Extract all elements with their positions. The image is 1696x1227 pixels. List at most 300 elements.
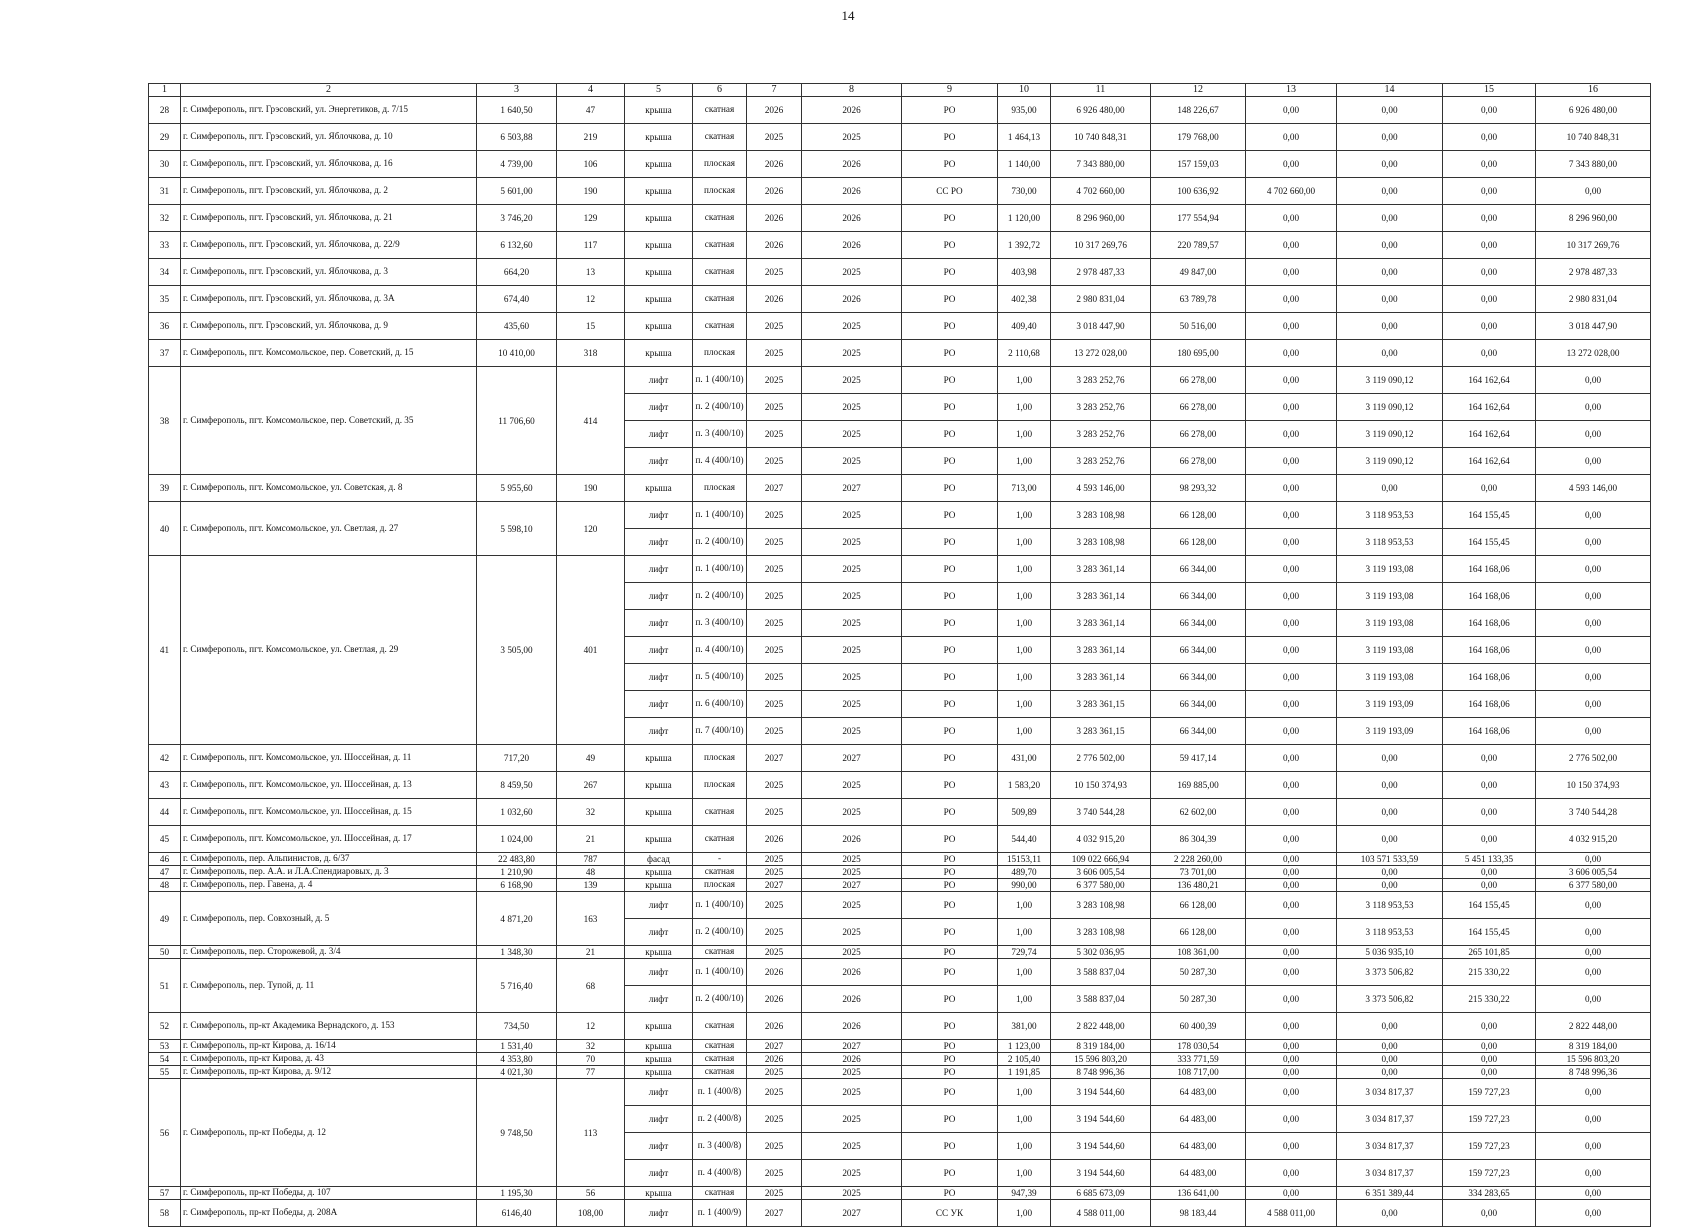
table-cell: РО [902,232,998,259]
table-cell: 0,00 [1536,556,1651,583]
table-cell: 0,00 [1246,826,1337,853]
table-cell: 70 [557,1053,625,1066]
table-cell: 106 [557,151,625,178]
table-cell: 164 168,06 [1443,637,1536,664]
table-cell: 5 716,40 [477,959,557,1013]
table-cell: 6 503,88 [477,124,557,151]
table-cell: 0,00 [1337,340,1443,367]
table-cell: 56 [149,1079,181,1187]
table-cell: - [693,853,747,866]
table-cell: 0,00 [1246,1013,1337,1040]
table-cell: 2025 [747,799,802,826]
table-cell: 2025 [802,772,902,799]
table-cell: РО [902,1040,998,1053]
table-cell: крыша [625,232,693,259]
table-cell: крыша [625,1013,693,1040]
table-cell: 0,00 [1337,799,1443,826]
table-cell: 48 [557,866,625,879]
table-cell: г. Симферополь, пер. Тупой, д. 11 [181,959,477,1013]
table-cell: 86 304,39 [1151,826,1246,853]
table-cell: РО [902,959,998,986]
table-cell: 0,00 [1246,529,1337,556]
table-cell: 3 119 090,12 [1337,394,1443,421]
table-cell: г. Симферополь, пгт. Грэсовский, ул. Яблочкова, д. 3 [181,259,477,286]
table-cell: 21 [557,826,625,853]
table-cell: 40 [149,502,181,556]
table-cell: 50 [149,946,181,959]
table-cell: крыша [625,475,693,502]
table-cell: 0,00 [1536,919,1651,946]
table-cell: 2 105,40 [998,1053,1051,1066]
table-cell: г. Симферополь, пр-кт Победы, д. 107 [181,1187,477,1200]
table-cell: 66 344,00 [1151,664,1246,691]
table-cell: 34 [149,259,181,286]
table-cell: 2025 [747,367,802,394]
column-number-header: 13 [1246,84,1337,97]
table-cell: 7 343 880,00 [1536,151,1651,178]
table-cell: 0,00 [1443,879,1536,892]
table-cell: 435,60 [477,313,557,340]
table-row [149,799,1651,826]
table-cell: 544,40 [998,826,1051,853]
table-cell: 717,20 [477,745,557,772]
table-cell: г. Симферополь, пер. А.А. и Л.А.Спендиаровых, д. 3 [181,866,477,879]
table-cell: 3 118 953,53 [1337,919,1443,946]
table-cell: 0,00 [1246,421,1337,448]
table-cell: крыша [625,286,693,313]
table-cell: 713,00 [998,475,1051,502]
table-cell: 3 283 252,76 [1051,448,1151,475]
table-cell: скатная [693,826,747,853]
table-cell: плоская [693,475,747,502]
table-cell: лифт [625,1106,693,1133]
table-cell: скатная [693,232,747,259]
table-cell: 333 771,59 [1151,1053,1246,1066]
table-cell: 3 283 108,98 [1051,919,1151,946]
table-cell: 47 [149,866,181,879]
table-cell: 489,70 [998,866,1051,879]
table-cell: РО [902,1106,998,1133]
table-cell: 5 451 133,35 [1443,853,1536,866]
table-cell: 10 740 848,31 [1051,124,1151,151]
table-cell: 3 283 361,14 [1051,664,1151,691]
table-cell: 6 926 480,00 [1536,97,1651,124]
table-cell: 0,00 [1337,1200,1443,1227]
table-cell: 6146,40 [477,1200,557,1227]
table-cell: РО [902,1187,998,1200]
column-number-header: 2 [181,84,477,97]
table-cell: 32 [149,205,181,232]
table-cell: 1,00 [998,637,1051,664]
table-cell: 3 283 252,76 [1051,367,1151,394]
table-cell: РО [902,664,998,691]
table-cell: 1,00 [998,448,1051,475]
table-cell: 3 119 090,12 [1337,448,1443,475]
table-cell: 38 [149,367,181,475]
table-cell: 6 377 580,00 [1051,879,1151,892]
table-cell: г. Симферополь, пр-кт Кирова, д. 43 [181,1053,477,1066]
table-cell: 169 885,00 [1151,772,1246,799]
table-cell: 1,00 [998,959,1051,986]
table-cell: плоская [693,879,747,892]
table-cell: 220 789,57 [1151,232,1246,259]
table-row [149,1187,1651,1200]
table-cell: 2025 [747,583,802,610]
table-cell: 0,00 [1536,178,1651,205]
table-cell: 136 480,21 [1151,879,1246,892]
table-cell: 729,74 [998,946,1051,959]
table-cell: 10 740 848,31 [1536,124,1651,151]
table-cell: 3 283 361,14 [1051,556,1151,583]
table-cell: РО [902,475,998,502]
table-cell: 43 [149,772,181,799]
table-cell: крыша [625,799,693,826]
table-cell: 6 168,90 [477,879,557,892]
table-cell: 164 168,06 [1443,718,1536,745]
table-cell: 2 980 831,04 [1051,286,1151,313]
table-cell: 2025 [802,259,902,286]
table-cell: скатная [693,286,747,313]
table-cell: РО [902,745,998,772]
table-cell: 2025 [802,502,902,529]
table-cell: 68 [557,959,625,1013]
table-row [149,502,1651,529]
table-cell: г. Симферополь, пер. Гавена, д. 4 [181,879,477,892]
table-cell: 3 119 090,12 [1337,421,1443,448]
table-cell: РО [902,826,998,853]
table-cell: крыша [625,1066,693,1079]
table-cell: 0,00 [1246,946,1337,959]
table-cell: 39 [149,475,181,502]
table-row [149,1079,1651,1106]
table-cell: плоская [693,178,747,205]
table-row [149,151,1651,178]
table-cell: СС РО [902,178,998,205]
table-cell: 0,00 [1337,1040,1443,1053]
table-cell: 2025 [802,448,902,475]
table-cell: 1 583,20 [998,772,1051,799]
table-cell: 1,00 [998,502,1051,529]
table-cell: 2026 [802,826,902,853]
table-cell: 113 [557,1079,625,1187]
table-cell: РО [902,1079,998,1106]
table-cell: 0,00 [1337,1053,1443,1066]
table-cell: 66 278,00 [1151,367,1246,394]
table-cell: 1 640,50 [477,97,557,124]
table-cell: 1 210,90 [477,866,557,879]
table-cell: 15 596 803,20 [1051,1053,1151,1066]
table-cell: 1 464,13 [998,124,1051,151]
table-cell: 2026 [747,1053,802,1066]
table-cell: крыша [625,826,693,853]
table-cell: 136 641,00 [1151,1187,1246,1200]
table-cell: скатная [693,866,747,879]
table-cell: 2025 [802,610,902,637]
table-cell: 509,89 [998,799,1051,826]
table-cell: 66 344,00 [1151,718,1246,745]
table-cell: скатная [693,313,747,340]
table-cell: 1 195,30 [477,1187,557,1200]
table-cell: 431,00 [998,745,1051,772]
table-cell: 0,00 [1246,124,1337,151]
table-cell: лифт [625,1079,693,1106]
table-cell: лифт [625,421,693,448]
column-number-header: 5 [625,84,693,97]
table-cell: лифт [625,892,693,919]
table-cell: п. 1 (400/10) [693,556,747,583]
table-cell: 0,00 [1443,124,1536,151]
table-cell: 157 159,03 [1151,151,1246,178]
table-cell: г. Симферополь, пр-кт Кирова, д. 16/14 [181,1040,477,1053]
table-cell: г. Симферополь, пгт. Комсомольское, ул. Шоссейная, д. 11 [181,745,477,772]
table-cell: 2025 [747,853,802,866]
table-cell: 4 032 915,20 [1536,826,1651,853]
table-cell: скатная [693,1013,747,1040]
table-cell: 2027 [802,745,902,772]
table-cell: 6 132,60 [477,232,557,259]
table-cell: лифт [625,448,693,475]
table-cell: 0,00 [1246,286,1337,313]
table-cell: г. Симферополь, пр-кт Академика Вернадского, д. 153 [181,1013,477,1040]
table-row [149,340,1651,367]
table-cell: п. 2 (400/10) [693,529,747,556]
table-cell: 1,00 [998,986,1051,1013]
table-row [149,1053,1651,1066]
column-number-header: 3 [477,84,557,97]
table-cell: 0,00 [1337,286,1443,313]
table-cell: 1,00 [998,919,1051,946]
table-cell: 1 032,60 [477,799,557,826]
table-cell: 2025 [802,946,902,959]
table-cell: 164 155,45 [1443,892,1536,919]
table-cell: 3 018 447,90 [1051,313,1151,340]
table-cell: лифт [625,367,693,394]
table-cell: 178 030,54 [1151,1040,1246,1053]
table-cell: 164 168,06 [1443,610,1536,637]
table-cell: 0,00 [1337,259,1443,286]
table-cell: 2027 [747,1200,802,1227]
table-cell: 0,00 [1246,313,1337,340]
table-cell: 401 [557,556,625,745]
table-row [149,745,1651,772]
table-cell: РО [902,313,998,340]
table-cell: 0,00 [1536,1133,1651,1160]
table-cell: 0,00 [1246,1053,1337,1066]
table-cell: 219 [557,124,625,151]
table-cell: 108,00 [557,1200,625,1227]
table-cell: 2025 [802,1160,902,1187]
table-cell: 66 344,00 [1151,637,1246,664]
table-cell: РО [902,799,998,826]
column-number-header: 14 [1337,84,1443,97]
table-cell: 0,00 [1246,1133,1337,1160]
table-cell: 2026 [747,178,802,205]
table-cell: 0,00 [1536,610,1651,637]
table-cell: 0,00 [1337,475,1443,502]
table-cell: РО [902,637,998,664]
table-cell: 2026 [747,232,802,259]
table-cell: 4 588 011,00 [1246,1200,1337,1227]
table-cell: 0,00 [1536,394,1651,421]
table-cell: 4 702 660,00 [1051,178,1151,205]
table-cell: лифт [625,610,693,637]
table-cell: 0,00 [1246,1079,1337,1106]
table-cell: 0,00 [1246,986,1337,1013]
table-cell: 2025 [802,799,902,826]
table-cell: 0,00 [1443,826,1536,853]
table-cell: скатная [693,1053,747,1066]
table-cell: РО [902,946,998,959]
table-cell: 2026 [802,178,902,205]
table-cell: 0,00 [1536,853,1651,866]
table-cell: 2027 [802,1200,902,1227]
table-cell: 2025 [802,853,902,866]
table-cell: 49 [149,892,181,946]
table-cell: п. 1 (400/10) [693,367,747,394]
table-cell: РО [902,205,998,232]
table-cell: РО [902,259,998,286]
table-cell: РО [902,1053,998,1066]
table-cell: 3 283 361,14 [1051,610,1151,637]
column-number-header: 15 [1443,84,1536,97]
table-cell: РО [902,1133,998,1160]
table-cell: 190 [557,178,625,205]
table-cell: г. Симферополь, пгт. Грэсовский, ул. Яблочкова, д. 2 [181,178,477,205]
table-cell: 2025 [802,421,902,448]
table-cell: 1,00 [998,1079,1051,1106]
table-cell: 2025 [747,124,802,151]
table-cell: 54 [149,1053,181,1066]
table-cell: 0,00 [1246,367,1337,394]
table-cell: 103 571 533,59 [1337,853,1443,866]
table-cell: скатная [693,259,747,286]
table-cell: 5 302 036,95 [1051,946,1151,959]
table-cell: 1 024,00 [477,826,557,853]
table-cell: лифт [625,502,693,529]
table-cell: п. 2 (400/10) [693,394,747,421]
table-cell: 129 [557,205,625,232]
table-cell: 0,00 [1536,1200,1651,1227]
table-cell: крыша [625,879,693,892]
table-cell: 0,00 [1337,151,1443,178]
table-cell: 0,00 [1443,1200,1536,1227]
table-cell: 64 483,00 [1151,1106,1246,1133]
table-cell: лифт [625,583,693,610]
table-cell: 3 588 837,04 [1051,986,1151,1013]
table-cell: 32 [557,1040,625,1053]
table-cell: 3 118 953,53 [1337,502,1443,529]
table-cell: скатная [693,1040,747,1053]
table-cell: 2026 [747,986,802,1013]
table-cell: г. Симферополь, пер. Альпинистов, д. 6/37 [181,853,477,866]
table-cell: 139 [557,879,625,892]
table-cell: 109 022 666,94 [1051,853,1151,866]
table-cell: г. Симферополь, пгт. Грэсовский, ул. Энергетиков, д. 7/15 [181,97,477,124]
table-cell: 8 319 184,00 [1051,1040,1151,1053]
table-row [149,556,1651,583]
table-cell: 12 [557,286,625,313]
table-cell: 1,00 [998,1133,1051,1160]
table-cell: 66 128,00 [1151,529,1246,556]
table-cell: 7 343 880,00 [1051,151,1151,178]
table-cell: г. Симферополь, пгт. Грэсовский, ул. Яблочкова, д. 3А [181,286,477,313]
table-cell: 1 392,72 [998,232,1051,259]
table-cell: 8 459,50 [477,772,557,799]
table-cell: 66 128,00 [1151,892,1246,919]
table-cell: 0,00 [1337,1066,1443,1079]
table-cell: 66 344,00 [1151,583,1246,610]
table-cell: плоская [693,340,747,367]
table-cell: 0,00 [1536,529,1651,556]
table-cell: 0,00 [1443,259,1536,286]
table-row [149,853,1651,866]
table-cell: 730,00 [998,178,1051,205]
table-cell: 164 168,06 [1443,691,1536,718]
table-cell: 2026 [802,1013,902,1040]
table-cell: 2 776 502,00 [1536,745,1651,772]
table-cell: 2025 [747,946,802,959]
table-cell: 3 034 817,37 [1337,1133,1443,1160]
table-cell: 0,00 [1337,745,1443,772]
table-cell: 2025 [747,919,802,946]
table-cell: 2025 [802,691,902,718]
table-cell: 62 602,00 [1151,799,1246,826]
table-cell: 10 317 269,76 [1051,232,1151,259]
table-cell: 28 [149,97,181,124]
table-cell: п. 6 (400/10) [693,691,747,718]
table-cell: 3 194 544,60 [1051,1106,1151,1133]
table-cell: 0,00 [1443,151,1536,178]
table-cell: 1 191,85 [998,1066,1051,1079]
table-row [149,1013,1651,1040]
table-cell: 2025 [747,394,802,421]
table-cell: п. 1 (400/9) [693,1200,747,1227]
table-cell: РО [902,853,998,866]
table-cell: 2027 [802,1040,902,1053]
table-cell: 37 [149,340,181,367]
table-row [149,1200,1651,1227]
table-cell: г. Симферополь, пр-кт Кирова, д. 9/12 [181,1066,477,1079]
table-cell: 0,00 [1246,1066,1337,1079]
table-cell: п. 2 (400/8) [693,1106,747,1133]
table-cell: 3 588 837,04 [1051,959,1151,986]
table-cell: г. Симферополь, пгт. Комсомольское, ул. Шоссейная, д. 15 [181,799,477,826]
table-cell: 98 183,44 [1151,1200,1246,1227]
table-cell: 2 978 487,33 [1051,259,1151,286]
table-cell: 3 034 817,37 [1337,1160,1443,1187]
table-cell: 63 789,78 [1151,286,1246,313]
table-cell: п. 7 (400/10) [693,718,747,745]
table-cell: 4 593 146,00 [1536,475,1651,502]
table-cell: 0,00 [1536,637,1651,664]
column-number-header: 6 [693,84,747,97]
table-cell: 12 [557,1013,625,1040]
table-row [149,313,1651,340]
table-cell: 787 [557,853,625,866]
table-cell: 3 740 544,28 [1051,799,1151,826]
table-cell: РО [902,866,998,879]
table-cell: РО [902,286,998,313]
table-cell: 2025 [747,637,802,664]
table-cell: 66 344,00 [1151,556,1246,583]
table-cell: РО [902,556,998,583]
table-cell: 2027 [747,475,802,502]
column-number-header: 1 [149,84,181,97]
table-cell: 33 [149,232,181,259]
table-cell: 64 483,00 [1151,1133,1246,1160]
column-number-header: 9 [902,84,998,97]
table-cell: 8 296 960,00 [1536,205,1651,232]
